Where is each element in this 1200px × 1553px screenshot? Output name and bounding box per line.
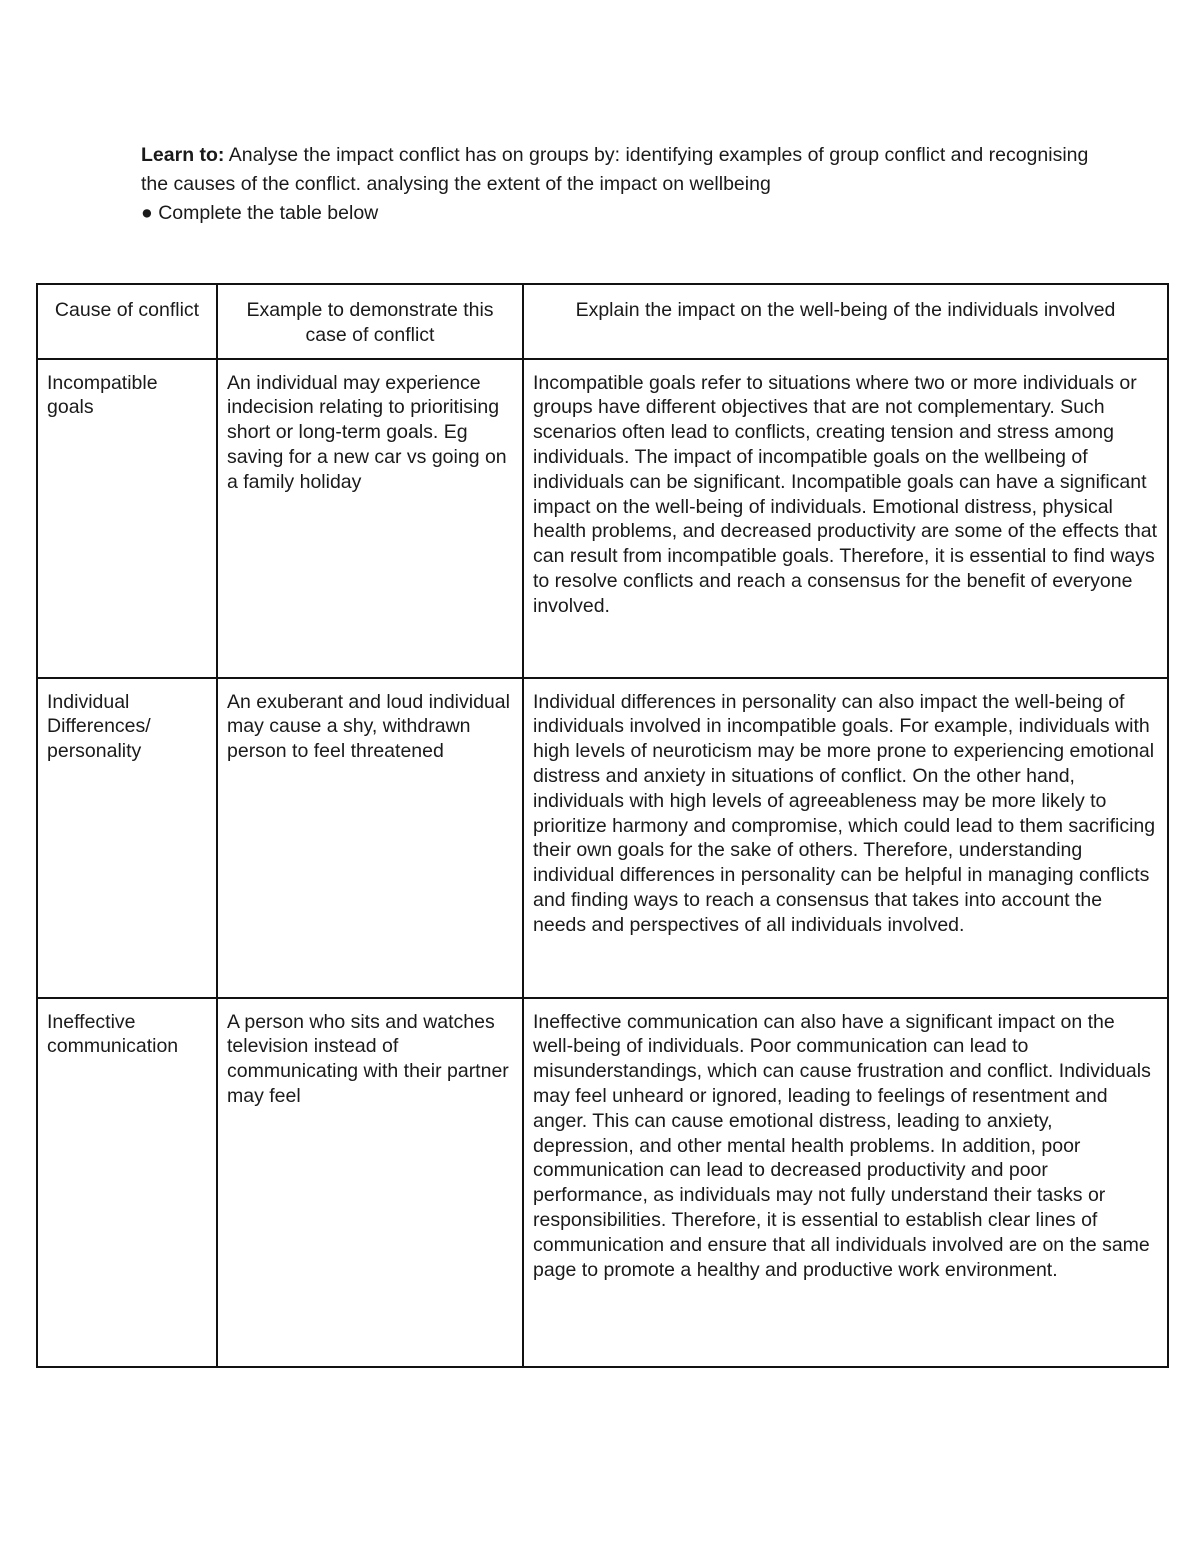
learn-to-text: Analyse the impact conflict has on groups by: identifying examples of group conflict and recognising the causes of the conflict. analysing the extent of the impact on wellbeing bbox=[141, 144, 1089, 195]
learn-to-label: Learn to: bbox=[141, 144, 225, 166]
conflict-table bbox=[36, 283, 1169, 1368]
cell-cause: Individual Differences/ personality bbox=[37, 678, 217, 998]
cell-cause: Incompatible goals bbox=[37, 359, 217, 678]
header-example: Example to demonstrate this case of conflict bbox=[217, 284, 523, 359]
table-row bbox=[37, 678, 1168, 998]
cell-impact: Individual differences in personality can also impact the well-being of individuals involved in incompatible goals. For example, individuals with high levels of neuroticism may be more prone to experiencing emotional distress and anxiety in situations of conflict. On the other hand, individuals with high levels of agreeableness may be more likely to prioritize harmony and compromise, which could lead to them sacrificing their own goals for the sake of others. Therefore, understanding individual differences in personality can be helpful in managing conflicts and finding ways to reach a consensus that takes into account the needs and perspectives of all individuals involved. bbox=[523, 678, 1168, 998]
cell-example: A person who sits and watches television instead of communicating with their partner may feel bbox=[217, 998, 523, 1367]
intro-section bbox=[141, 141, 1101, 228]
instruction-text: Complete the table below bbox=[158, 202, 379, 224]
cell-example: An exuberant and loud individual may cause a shy, withdrawn person to feel threatened bbox=[217, 678, 523, 998]
cell-impact: Incompatible goals refer to situations where two or more individuals or groups have different objectives that are not complementary. Such scenarios often lead to conflicts, creating tension and stress among individuals. The impact of incompatible goals on the wellbeing of individuals can be significant. Incompatible goals can have a significant impact on the well-being of individuals. Emotional distress, physical health problems, and decreased productivity are some of the effects that can result from incompatible goals. Therefore, it is essential to find ways to resolve conflicts and reach a consensus for the benefit of everyone involved. bbox=[523, 359, 1168, 678]
cell-impact: Ineffective communication can also have a significant impact on the well-being of individuals. Poor communication can lead to misunderstandings, which can cause frustration and conflict. Individuals may feel unheard or ignored, leading to feelings of resentment and anger. This can cause emotional distress, leading to anxiety, depression, and other mental health problems. In addition, poor communication can lead to decreased productivity and poor performance, as individuals may not fully understand their tasks or responsibilities. Therefore, it is essential to establish clear lines of communication and ensure that all individuals involved are on the same page to promote a healthy and productive work environment. bbox=[523, 998, 1168, 1367]
instruction-bullet bbox=[141, 199, 1101, 228]
learn-to-paragraph bbox=[141, 141, 1101, 199]
bullet-icon: ● bbox=[141, 202, 153, 224]
cell-example: An individual may experience indecision relating to prioritising short or long-term goals. Eg saving for a new car vs going on a family holiday bbox=[217, 359, 523, 678]
header-impact: Explain the impact on the well-being of the individuals involved bbox=[523, 284, 1168, 359]
header-cause: Cause of conflict bbox=[37, 284, 217, 359]
table-header-row bbox=[37, 284, 1168, 359]
table-row bbox=[37, 359, 1168, 678]
cell-cause: Ineffective communication bbox=[37, 998, 217, 1367]
table-row bbox=[37, 998, 1168, 1367]
